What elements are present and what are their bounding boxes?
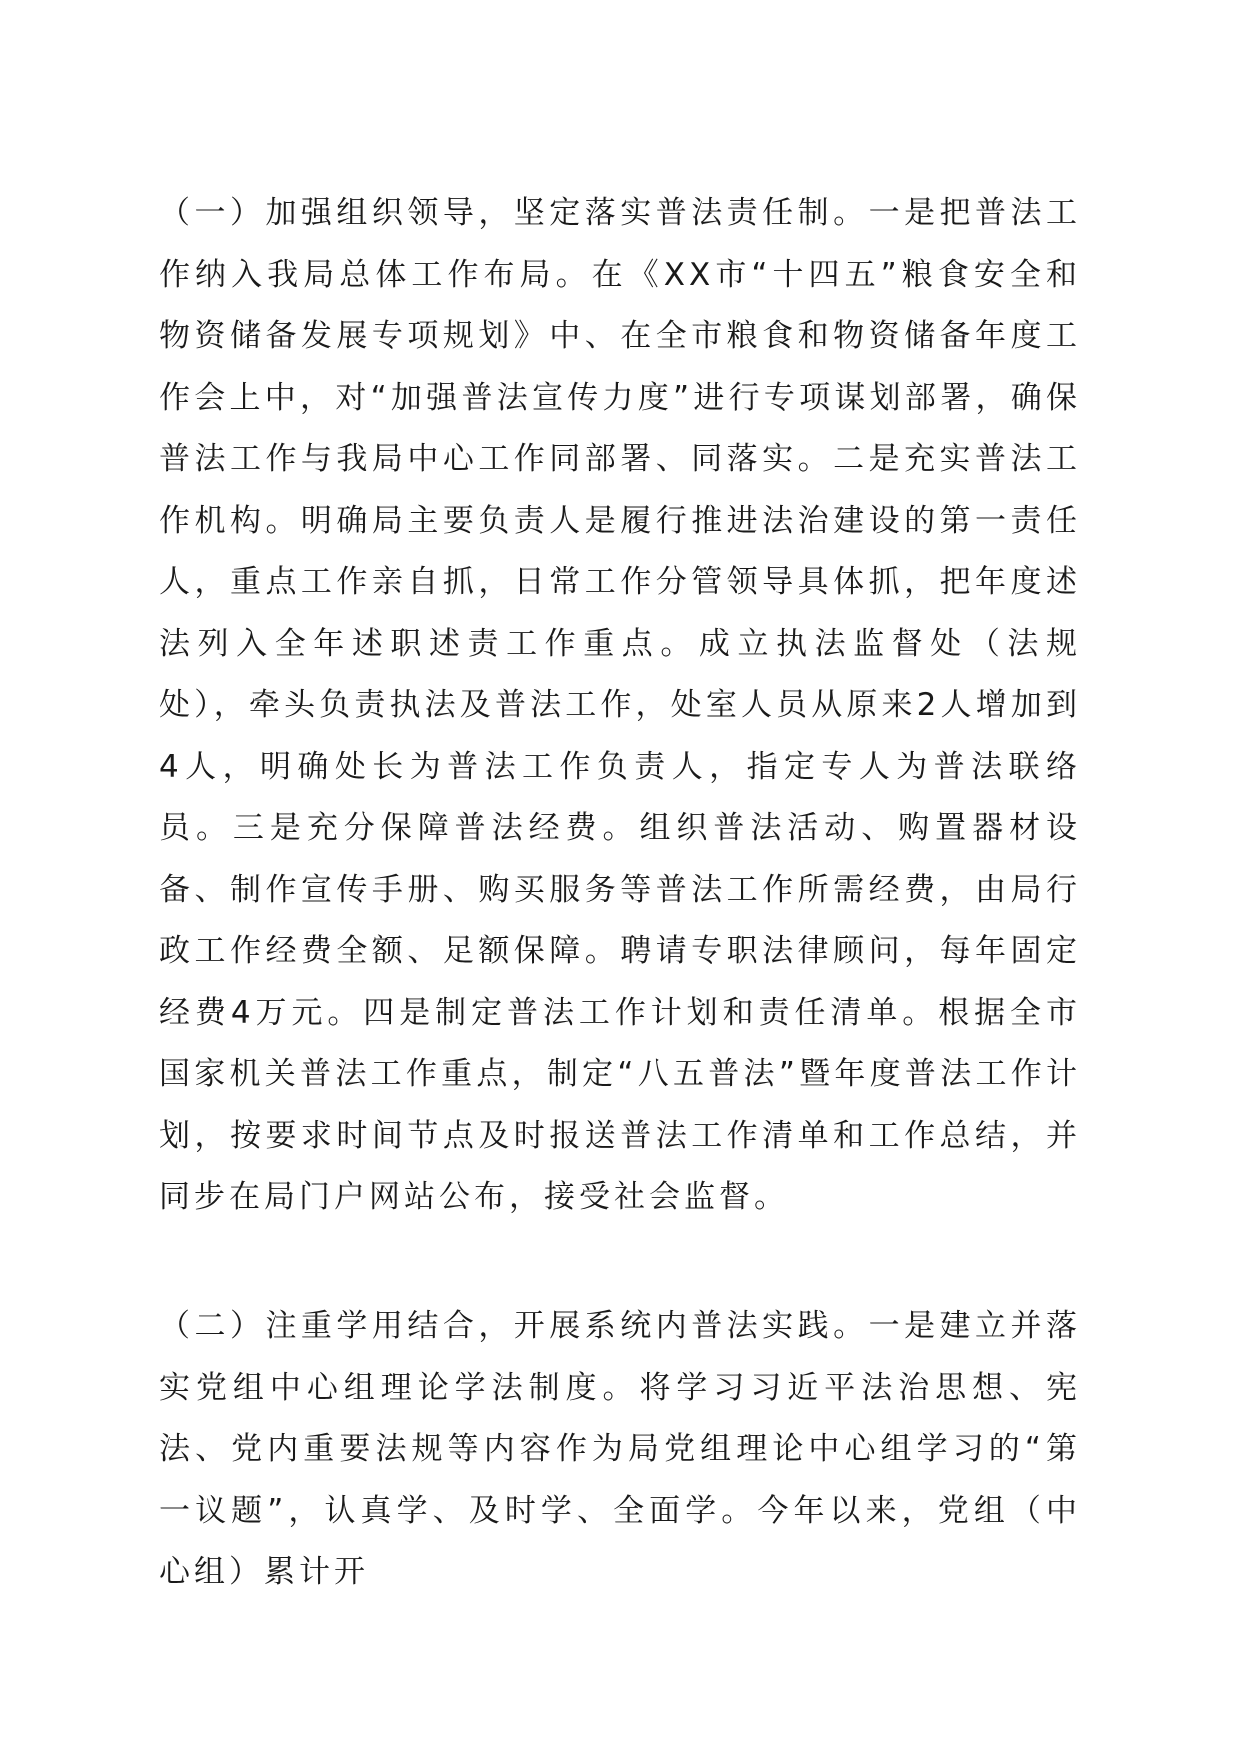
paragraph-section-one: （一）加强组织领导，坚定落实普法责任制。一是把普法工作纳入我局总体工作布局。在《XX市“十四五”粮食安全和物资储备发展专项规划》中、在全市粮食和物资储备年度工作会上中，对“加强普法宣传力度”进行专项谋划部署，确保普法工作与我局中心工作同部署、同落实。二是充实普法工作机构。明确局主要负责人是履行推进法治建设的第一责任人，重点工作亲自抓，日常工作分管领导具体抓，把年度述法列入全年述职述责工作重点。成立执法监督处（法规处），牵头负责执法及普法工作，处室人员从原来2人增加到4人，明确处长为普法工作负责人，指定专人为普法联络员。三是充分保障普法经费。组织普法活动、购置器材设备、制作宣传手册、购买服务等普法工作所需经费，由局行政工作经费全额、足额保障。聘请专职法律顾问，每年固定经费4万元。四是制定普法工作计划和责任清单。根据全市国家机关普法工作重点，制定“八五普法”暨年度普法工作计划，按要求时间节点及时报送普法工作清单和工作总结，并同步在局门户网站公布，接受社会监督。 [159, 195, 1081, 1215]
paragraph-section-two: （二）注重学用结合，开展系统内普法实践。一是建立并落实党组中心组理论学法制度。将学习习近平法治思想、宪法、党内重要法规等内容作为局党组理论中心组学习的“第一议题”，认真学、及时学、全面学。今年以来，党组（中心组）累计开 [159, 1308, 1081, 1590]
